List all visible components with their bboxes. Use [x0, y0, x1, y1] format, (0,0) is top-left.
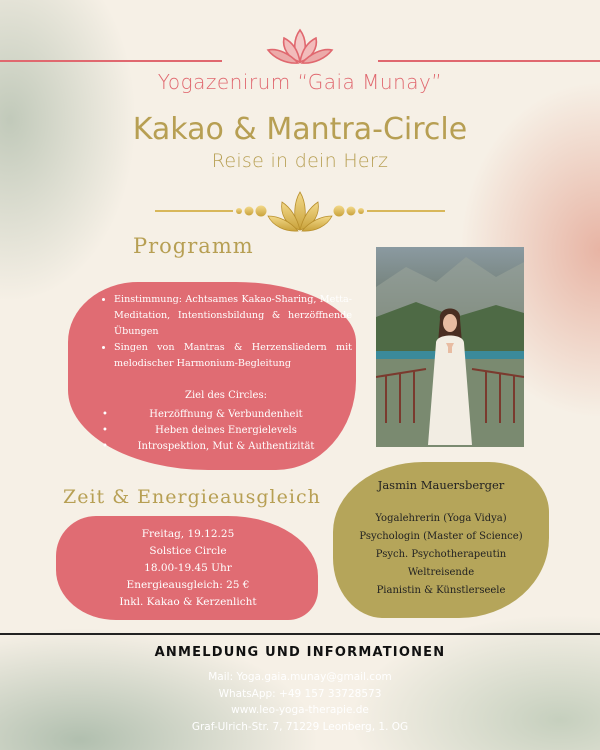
time-line: Freitag, 19.12.25	[141, 528, 235, 540]
event-title: Kakao & Mantra-Circle	[132, 112, 468, 147]
time-details	[60, 526, 316, 611]
contact-whatsapp[interactable]: WhatsApp: +49 157 33728573	[218, 687, 382, 700]
top-rule-right	[378, 60, 600, 62]
teacher-photo-illustration	[376, 247, 524, 447]
teacher-photo	[376, 247, 524, 447]
goal-item: • Introspektion, Mut & Authentizität	[100, 439, 352, 455]
program-item: • Einstimmung: Achtsames Kakao-Sharing, Metta-Meditation, Intentionsbildung & herzöffnende Übungen	[114, 292, 352, 340]
teacher-details	[333, 510, 549, 600]
goal-item: • Herzöffnung & Verbundenheit	[100, 407, 352, 423]
teacher-line: Yogalehrerin (Yoga Vidya)	[375, 513, 507, 524]
teacher-line: Pianistin & Künstlerseele	[376, 585, 506, 596]
program-list	[100, 292, 352, 372]
contact-address: Graf-Ulrich-Str. 7, 71229 Leonberg, 1. OG	[191, 720, 409, 733]
contact-details	[0, 669, 600, 735]
top-rule-left	[0, 60, 222, 62]
program-heading: Programm	[133, 234, 254, 258]
program-item: • Singen von Mantras & Herzensliedern mit melodischer Harmonium-Begleitung	[114, 340, 352, 372]
teacher-line: Psychologin (Master of Science)	[359, 531, 523, 542]
pink-lotus-icon	[262, 26, 338, 66]
goal-list	[100, 407, 352, 455]
section-divider	[0, 633, 600, 635]
goal-title: Ziel des Circles:	[185, 390, 267, 401]
time-line: 18.00-19.45 Uhr	[144, 562, 232, 574]
time-heading: Zeit & Energieausgleich	[63, 486, 321, 508]
contact-heading: ANMELDUNG UND INFORMATIONEN	[154, 645, 446, 660]
teacher-line: Weltreisende	[407, 567, 475, 578]
time-line: Energieausgleich: 25 €	[126, 579, 250, 591]
goal-item: • Heben deines Energielevels	[100, 423, 352, 439]
contact-email[interactable]: Mail: Yoga.gaia.munay@gmail.com	[208, 671, 392, 683]
teacher-name: Jasmin Mauersberger	[377, 478, 505, 492]
studio-name: Yogazenirum “Gaia Munay”	[157, 70, 443, 94]
time-line: Solstice Circle	[149, 545, 227, 557]
time-line: Inkl. Kakao & Kerzenlicht	[119, 596, 257, 608]
contact-website[interactable]: www.leo-yoga-therapie.de	[231, 704, 369, 716]
event-subtitle: Reise in dein Herz	[211, 150, 389, 172]
gold-lotus-divider-icon	[155, 188, 445, 232]
teacher-line: Psych. Psychotherapeutin	[375, 549, 507, 560]
